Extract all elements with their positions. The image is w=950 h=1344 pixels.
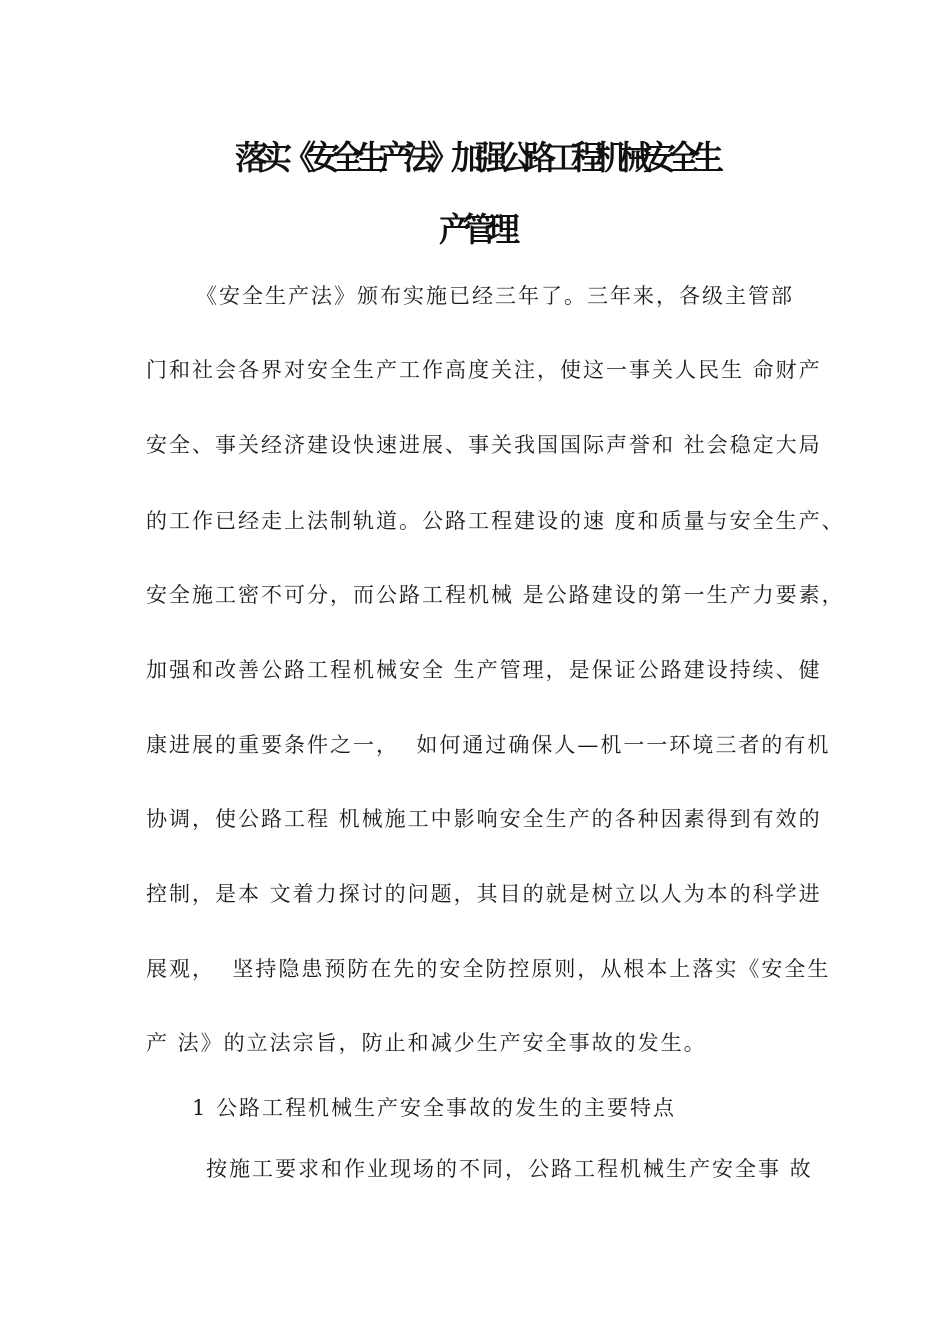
document-title-line-2: 产管理 (439, 210, 511, 249)
paragraph-line: 的工作已经走上法制轨道。公路工程建设的速 度和质量与安全生产、 (146, 509, 845, 533)
paragraph-line: 加强和改善公路工程机械安全 生产管理，是保证公路建设持续、健 (146, 658, 822, 682)
paragraph-line: 控制，是本 文着力探讨的问题，其目的就是树立以人为本的科学进 (146, 882, 822, 906)
paragraph-line: 《安全生产法》颁布实施已经三年了。三年来，各级主管部 (196, 284, 794, 308)
section-heading: 1 公路工程机械生产安全事故的发生的主要特点 (192, 1096, 677, 1120)
paragraph-line: 门和社会各界对安全生产工作高度关注，使这一事关人民生 命财产 (146, 358, 822, 382)
paragraph-line: 产 法》的立法宗旨，防止和减少生产安全事故的发生。 (146, 1031, 707, 1055)
paragraph-line: 安全施工密不可分，而公路工程机械 是公路建设的第一生产力要素， (146, 583, 845, 607)
paragraph-line: 协调，使公路工程 机械施工中影响安全生产的各种因素得到有效的 (146, 807, 822, 831)
document-title-line-1: 落实《安全生产法》加强公路工程机械安全生 (235, 138, 715, 177)
paragraph-line: 展观， 坚持隐患预防在先的安全防控原则，从根本上落实《安全生 (146, 957, 831, 981)
paragraph-line: 按施工要求和作业现场的不同，公路工程机械生产安全事 故 (206, 1157, 813, 1181)
paragraph-line: 康进展的重要条件之一， 如何通过确保人—机一一环境三者的有机 (146, 733, 831, 757)
paragraph-line: 安全、事关经济建设快速进展、事关我国国际声誉和 社会稳定大局 (146, 433, 822, 457)
